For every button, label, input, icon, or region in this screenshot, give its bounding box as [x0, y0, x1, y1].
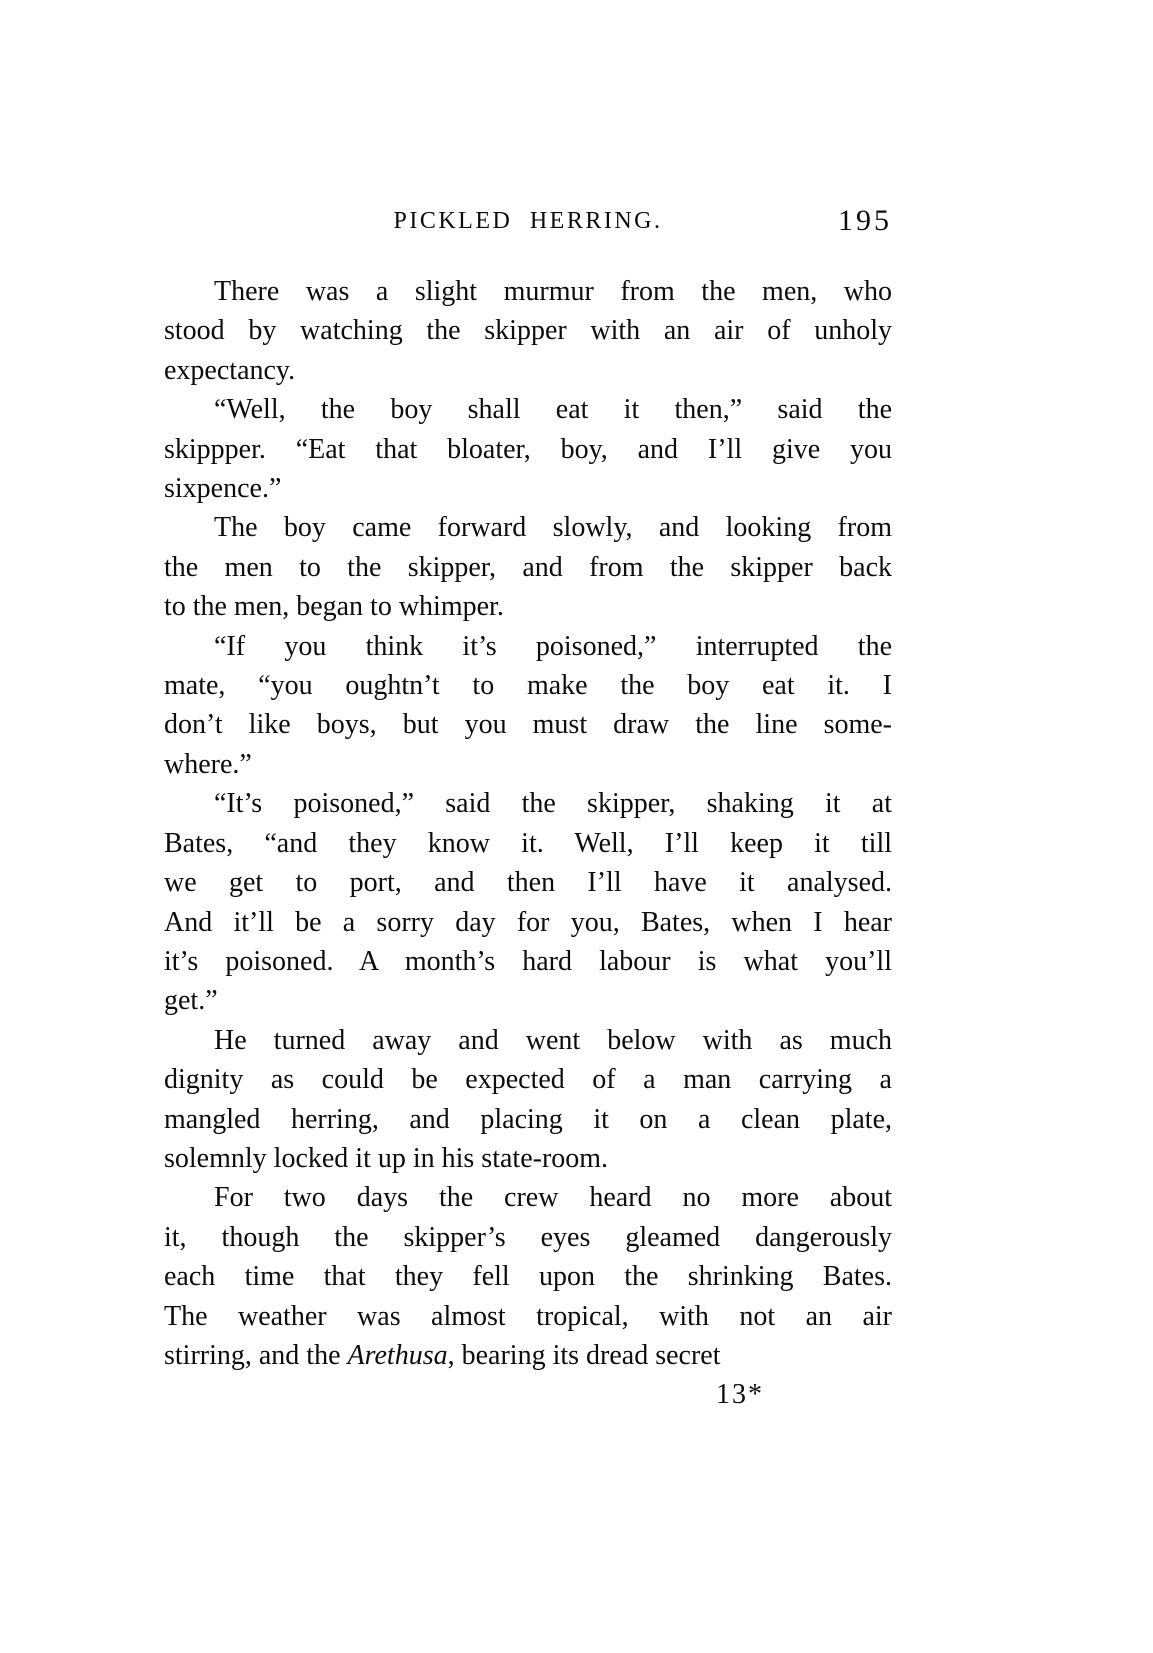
text-line: dignity as could be expected of a man carrying a — [164, 1064, 892, 1096]
text-segment: stirring, and the — [164, 1339, 348, 1371]
paragraph — [164, 1021, 892, 1179]
text-line — [164, 1336, 892, 1375]
paragraph — [164, 1178, 892, 1375]
text-line: skippper. “Eat that bloater, boy, and I’ll give you — [164, 433, 892, 465]
text-line: The boy came forward slowly, and looking from — [214, 512, 892, 544]
text-line: “Well, the boy shall eat it then,” said the — [214, 394, 892, 426]
running-title: PICKLED HERRING. — [393, 208, 663, 234]
page-header — [164, 201, 892, 241]
text-line: mangled herring, and placing it on a clean plate, — [164, 1103, 892, 1135]
text-line: For two days the crew heard no more about — [214, 1182, 892, 1214]
text-line: stood by watching the skipper with an air of unholy — [164, 315, 892, 347]
text-line: don’t like boys, but you must draw the line some- — [164, 709, 892, 741]
text-line: He turned away and went below with as much — [214, 1024, 892, 1056]
text-line: it’s poisoned. A month’s hard labour is what you’ll — [164, 945, 892, 977]
paragraph — [164, 272, 892, 390]
text-line: And it’ll be a sorry day for you, Bates, when I hear — [164, 906, 892, 938]
text-line: the men to the skipper, and from the skipper back — [164, 551, 892, 583]
text-line: The weather was almost tropical, with not an air — [164, 1300, 892, 1332]
text-block — [164, 272, 892, 1375]
text-line: mate, “you oughtn’t to make the boy eat it. I — [164, 670, 892, 702]
paragraph — [164, 784, 892, 1020]
paragraph — [164, 508, 892, 626]
paragraph — [164, 627, 892, 785]
text-line: Bates, “and they know it. Well, I’ll keep it till — [164, 827, 892, 859]
text-line: sixpence.” — [164, 473, 282, 505]
text-line: “If you think it’s poisoned,” interrupted the — [214, 630, 892, 662]
text-line: it, though the skipper’s eyes gleamed dangerously — [164, 1221, 892, 1253]
text-line: There was a slight murmur from the men, who — [214, 276, 892, 307]
paragraph — [164, 390, 892, 508]
page-number: 195 — [838, 204, 892, 237]
text-line: “It’s poisoned,” said the skipper, shaking it at — [214, 788, 892, 820]
text-segment: , bearing its dread secret — [447, 1339, 721, 1371]
text-line: to the men, began to whimper. — [164, 591, 504, 623]
ship-name-italic: Arethusa — [347, 1339, 448, 1371]
text-line: each time that they fell upon the shrinking Bates. — [164, 1261, 892, 1293]
text-line: get.” — [164, 985, 218, 1017]
footer-signature-mark: 13* — [716, 1379, 764, 1410]
text-line: expectancy. — [164, 354, 296, 386]
text-line: solemnly locked it up in his state-room. — [164, 1142, 609, 1174]
text-line: where.” — [164, 748, 252, 780]
text-line: we get to port, and then I’ll have it analysed. — [164, 867, 892, 899]
